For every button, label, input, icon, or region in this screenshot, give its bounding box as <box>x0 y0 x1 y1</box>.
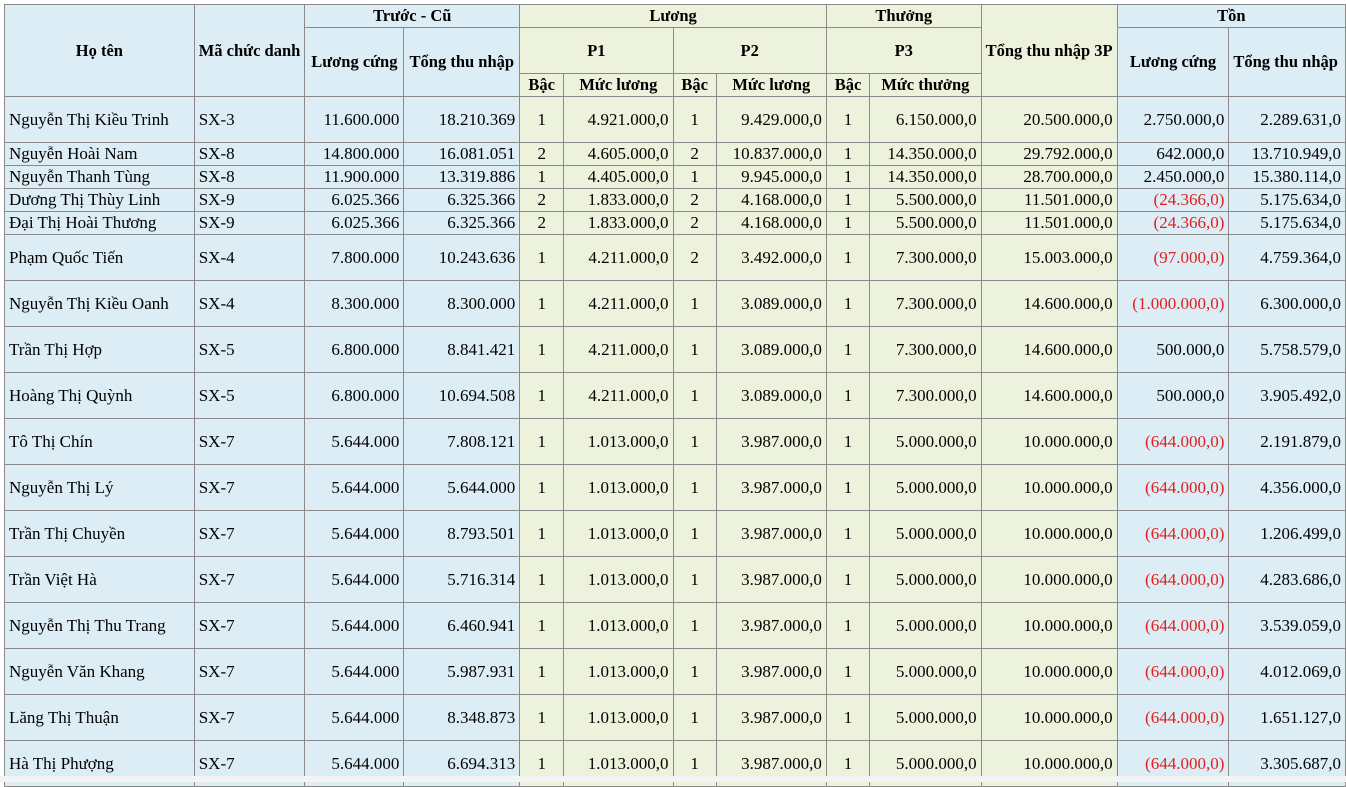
cell-p3-bac[interactable]: 1 <box>826 143 869 166</box>
cell-ma-chuc-danh[interactable]: SX-7 <box>194 603 305 649</box>
cell-ton-luong-cung[interactable]: 2.450.000,0 <box>1117 166 1229 189</box>
salary-table <box>4 4 1346 787</box>
cell-p2-bac[interactable]: 1 <box>673 97 716 143</box>
cell-p3-muc-thuong[interactable]: 7.300.000,0 <box>870 281 981 327</box>
cell-ton-luong-cung[interactable]: 500.000,0 <box>1117 327 1229 373</box>
cell-p2-bac[interactable]: 1 <box>673 741 716 787</box>
table-row <box>5 327 1346 373</box>
cell-p3-bac[interactable]: 1 <box>826 511 869 557</box>
cell-p1-muc-luong[interactable]: 1.833.000,0 <box>564 189 673 212</box>
cell-p3-muc-thuong[interactable]: 14.350.000,0 <box>870 143 981 166</box>
cell-ho-ten[interactable]: Nguyễn Thị Thu Trang <box>5 603 195 649</box>
header-tong-thu-nhap-3p[interactable]: Tổng thu nhập 3P <box>981 5 1117 97</box>
table-row <box>5 373 1346 419</box>
cell-p2-bac[interactable]: 1 <box>673 327 716 373</box>
cell-truoc-tong-thu-nhap[interactable]: 8.793.501 <box>404 511 520 557</box>
header-luong[interactable]: Lương <box>520 5 827 28</box>
table-row <box>5 511 1346 557</box>
cell-ton-tong-thu-nhap[interactable]: 3.539.059,0 <box>1229 603 1346 649</box>
cell-p2-muc-luong[interactable]: 3.987.000,0 <box>716 603 826 649</box>
cell-truoc-luong-cung[interactable]: 6.800.000 <box>305 327 404 373</box>
cell-p1-muc-luong[interactable]: 1.013.000,0 <box>564 511 673 557</box>
salary-table-body <box>5 97 1346 787</box>
cell-p3-muc-thuong[interactable]: 7.300.000,0 <box>870 373 981 419</box>
cell-p1-bac[interactable]: 2 <box>520 189 564 212</box>
cell-ton-tong-thu-nhap[interactable]: 4.759.364,0 <box>1229 235 1346 281</box>
cell-p3-muc-thuong[interactable]: 5.000.000,0 <box>870 649 981 695</box>
cell-truoc-tong-thu-nhap[interactable]: 5.644.000 <box>404 465 520 511</box>
header-p2-muc-luong[interactable]: Mức lương <box>716 74 826 97</box>
cell-p3-bac[interactable]: 1 <box>826 327 869 373</box>
cell-ma-chuc-danh[interactable]: SX-7 <box>194 695 305 741</box>
cell-truoc-tong-thu-nhap[interactable]: 6.694.313 <box>404 741 520 787</box>
cell-p3-bac[interactable]: 1 <box>826 603 869 649</box>
cell-p3-bac[interactable]: 1 <box>826 741 869 787</box>
cell-p3-muc-thuong[interactable]: 5.000.000,0 <box>870 557 981 603</box>
header-truoc-tong-thu-nhap[interactable]: Tổng thu nhập <box>404 28 520 97</box>
cell-truoc-luong-cung[interactable]: 5.644.000 <box>305 419 404 465</box>
cell-ton-tong-thu-nhap[interactable]: 5.175.634,0 <box>1229 189 1346 212</box>
cell-p2-muc-luong[interactable]: 3.987.000,0 <box>716 649 826 695</box>
cell-p1-bac[interactable]: 1 <box>520 166 564 189</box>
cell-p1-muc-luong[interactable]: 4.211.000,0 <box>564 373 673 419</box>
cell-ho-ten[interactable]: Hà Thị Phượng <box>5 741 195 787</box>
cell-truoc-luong-cung[interactable]: 5.644.000 <box>305 465 404 511</box>
cell-p1-bac[interactable]: 1 <box>520 465 564 511</box>
cell-ton-luong-cung[interactable]: (644.000,0) <box>1117 465 1229 511</box>
cell-p2-bac[interactable]: 2 <box>673 143 716 166</box>
cell-tong-thu-nhap-3p[interactable]: 28.700.000,0 <box>981 166 1117 189</box>
table-row <box>5 143 1346 166</box>
cell-ho-ten[interactable]: Nguyễn Văn Khang <box>5 649 195 695</box>
cell-p2-muc-luong[interactable]: 3.987.000,0 <box>716 695 826 741</box>
cell-p2-bac[interactable]: 1 <box>673 281 716 327</box>
cell-ma-chuc-danh[interactable]: SX-7 <box>194 511 305 557</box>
cell-p1-muc-luong[interactable]: 1.013.000,0 <box>564 741 673 787</box>
cell-p2-bac[interactable]: 1 <box>673 649 716 695</box>
header-p2[interactable]: P2 <box>673 28 826 74</box>
table-row <box>5 695 1346 741</box>
cell-p2-bac[interactable]: 2 <box>673 212 716 235</box>
cell-ton-luong-cung[interactable]: (24.366,0) <box>1117 189 1229 212</box>
cell-p1-bac[interactable]: 1 <box>520 373 564 419</box>
cell-p2-bac[interactable]: 1 <box>673 465 716 511</box>
header-ton-luong-cung[interactable]: Lương cứng <box>1117 28 1229 97</box>
cell-ma-chuc-danh[interactable]: SX-5 <box>194 373 305 419</box>
cell-ton-luong-cung[interactable]: (97.000,0) <box>1117 235 1229 281</box>
header-p1[interactable]: P1 <box>520 28 673 74</box>
cell-tong-thu-nhap-3p[interactable]: 14.600.000,0 <box>981 281 1117 327</box>
cell-p2-muc-luong[interactable]: 3.089.000,0 <box>716 373 826 419</box>
cell-tong-thu-nhap-3p[interactable]: 10.000.000,0 <box>981 603 1117 649</box>
cell-p1-muc-luong[interactable]: 1.013.000,0 <box>564 465 673 511</box>
cell-ton-luong-cung[interactable]: (1.000.000,0) <box>1117 281 1229 327</box>
cell-p1-muc-luong[interactable]: 4.211.000,0 <box>564 281 673 327</box>
cell-p2-bac[interactable]: 1 <box>673 603 716 649</box>
cell-p2-bac[interactable]: 1 <box>673 373 716 419</box>
cell-p3-bac[interactable]: 1 <box>826 281 869 327</box>
cell-p3-bac[interactable]: 1 <box>826 557 869 603</box>
cell-p3-muc-thuong[interactable]: 5.000.000,0 <box>870 741 981 787</box>
cell-p2-bac[interactable]: 1 <box>673 166 716 189</box>
cell-ma-chuc-danh[interactable]: SX-9 <box>194 189 305 212</box>
cell-ton-tong-thu-nhap[interactable]: 6.300.000,0 <box>1229 281 1346 327</box>
cell-ton-tong-thu-nhap[interactable]: 5.758.579,0 <box>1229 327 1346 373</box>
cell-ton-luong-cung[interactable]: (644.000,0) <box>1117 419 1229 465</box>
cell-truoc-tong-thu-nhap[interactable]: 10.243.636 <box>404 235 520 281</box>
cell-truoc-tong-thu-nhap[interactable]: 13.319.886 <box>404 166 520 189</box>
cell-p1-bac[interactable]: 1 <box>520 649 564 695</box>
cell-truoc-luong-cung[interactable]: 5.644.000 <box>305 741 404 787</box>
cell-ton-luong-cung[interactable]: (644.000,0) <box>1117 557 1229 603</box>
cell-p1-bac[interactable]: 1 <box>520 97 564 143</box>
cell-p3-muc-thuong[interactable]: 7.300.000,0 <box>870 327 981 373</box>
cell-p2-muc-luong[interactable]: 3.987.000,0 <box>716 511 826 557</box>
table-row <box>5 97 1346 143</box>
table-row <box>5 465 1346 511</box>
cell-truoc-luong-cung[interactable]: 8.300.000 <box>305 281 404 327</box>
cell-p2-muc-luong[interactable]: 4.168.000,0 <box>716 212 826 235</box>
cell-truoc-tong-thu-nhap[interactable]: 6.325.366 <box>404 189 520 212</box>
cell-p2-bac[interactable]: 2 <box>673 189 716 212</box>
cell-ma-chuc-danh[interactable]: SX-8 <box>194 143 305 166</box>
cell-truoc-tong-thu-nhap[interactable]: 16.081.051 <box>404 143 520 166</box>
cell-ma-chuc-danh[interactable]: SX-7 <box>194 557 305 603</box>
cell-ho-ten[interactable]: Trần Việt Hà <box>5 557 195 603</box>
cell-p1-muc-luong[interactable]: 1.013.000,0 <box>564 603 673 649</box>
cell-ho-ten[interactable]: Phạm Quốc Tiến <box>5 235 195 281</box>
cell-ho-ten[interactable]: Nguyễn Thanh Tùng <box>5 166 195 189</box>
cell-p1-bac[interactable]: 1 <box>520 557 564 603</box>
cell-ho-ten[interactable]: Lăng Thị Thuận <box>5 695 195 741</box>
cell-ton-tong-thu-nhap[interactable]: 15.380.114,0 <box>1229 166 1346 189</box>
cell-ma-chuc-danh[interactable]: SX-3 <box>194 97 305 143</box>
cell-ton-tong-thu-nhap[interactable]: 13.710.949,0 <box>1229 143 1346 166</box>
cell-truoc-tong-thu-nhap[interactable]: 10.694.508 <box>404 373 520 419</box>
cell-truoc-luong-cung[interactable]: 6.800.000 <box>305 373 404 419</box>
header-thuong[interactable]: Thưởng <box>826 5 981 28</box>
cell-ho-ten[interactable]: Tô Thị Chín <box>5 419 195 465</box>
cell-p1-bac[interactable]: 1 <box>520 603 564 649</box>
cell-truoc-luong-cung[interactable]: 5.644.000 <box>305 695 404 741</box>
cell-p3-bac[interactable]: 1 <box>826 166 869 189</box>
cell-ma-chuc-danh[interactable]: SX-7 <box>194 741 305 787</box>
cell-ma-chuc-danh[interactable]: SX-7 <box>194 649 305 695</box>
cell-tong-thu-nhap-3p[interactable]: 29.792.000,0 <box>981 143 1117 166</box>
cell-ma-chuc-danh[interactable]: SX-5 <box>194 327 305 373</box>
cell-p3-muc-thuong[interactable]: 5.000.000,0 <box>870 695 981 741</box>
cell-p3-muc-thuong[interactable]: 14.350.000,0 <box>870 166 981 189</box>
cell-tong-thu-nhap-3p[interactable]: 10.000.000,0 <box>981 695 1117 741</box>
cell-p1-bac[interactable]: 1 <box>520 281 564 327</box>
cell-tong-thu-nhap-3p[interactable]: 10.000.000,0 <box>981 557 1117 603</box>
header-ma-chuc-danh[interactable]: Mã chức danh <box>194 5 305 97</box>
table-row <box>5 212 1346 235</box>
cell-ton-luong-cung[interactable]: (644.000,0) <box>1117 649 1229 695</box>
cell-p3-bac[interactable]: 1 <box>826 212 869 235</box>
cell-p3-muc-thuong[interactable]: 7.300.000,0 <box>870 235 981 281</box>
cell-p2-bac[interactable]: 1 <box>673 419 716 465</box>
table-row <box>5 189 1346 212</box>
cell-p2-muc-luong[interactable]: 3.987.000,0 <box>716 557 826 603</box>
cell-tong-thu-nhap-3p[interactable]: 11.501.000,0 <box>981 212 1117 235</box>
cell-p1-bac[interactable]: 1 <box>520 511 564 557</box>
cell-ho-ten[interactable]: Nguyễn Thị Lý <box>5 465 195 511</box>
cell-p3-muc-thuong[interactable]: 6.150.000,0 <box>870 97 981 143</box>
cell-p2-muc-luong[interactable]: 9.945.000,0 <box>716 166 826 189</box>
cell-ton-luong-cung[interactable]: 2.750.000,0 <box>1117 97 1229 143</box>
cell-p3-bac[interactable]: 1 <box>826 235 869 281</box>
cell-p1-muc-luong[interactable]: 4.921.000,0 <box>564 97 673 143</box>
header-p3[interactable]: P3 <box>826 28 981 74</box>
cell-p1-muc-luong[interactable]: 4.405.000,0 <box>564 166 673 189</box>
cell-p3-bac[interactable]: 1 <box>826 373 869 419</box>
cell-ton-tong-thu-nhap[interactable]: 3.305.687,0 <box>1229 741 1346 787</box>
cell-truoc-tong-thu-nhap[interactable]: 8.841.421 <box>404 327 520 373</box>
table-row <box>5 419 1346 465</box>
cell-p2-muc-luong[interactable]: 3.089.000,0 <box>716 281 826 327</box>
cell-p2-bac[interactable]: 1 <box>673 695 716 741</box>
cell-p3-muc-thuong[interactable]: 5.000.000,0 <box>870 511 981 557</box>
header-p2-bac[interactable]: Bậc <box>673 74 716 97</box>
cell-p2-muc-luong[interactable]: 4.168.000,0 <box>716 189 826 212</box>
cell-p3-bac[interactable]: 1 <box>826 419 869 465</box>
cell-ton-luong-cung[interactable]: 642.000,0 <box>1117 143 1229 166</box>
cell-ma-chuc-danh[interactable]: SX-7 <box>194 419 305 465</box>
cell-p2-muc-luong[interactable]: 3.987.000,0 <box>716 465 826 511</box>
cell-ho-ten[interactable]: Trần Thị Hợp <box>5 327 195 373</box>
header-p1-bac[interactable]: Bậc <box>520 74 564 97</box>
cell-truoc-luong-cung[interactable]: 11.900.000 <box>305 166 404 189</box>
cell-p3-bac[interactable]: 1 <box>826 189 869 212</box>
cell-p3-bac[interactable]: 1 <box>826 695 869 741</box>
cell-p1-bac[interactable]: 2 <box>520 212 564 235</box>
cell-ma-chuc-danh[interactable]: SX-7 <box>194 465 305 511</box>
cell-tong-thu-nhap-3p[interactable]: 10.000.000,0 <box>981 511 1117 557</box>
header-p3-muc-thuong[interactable]: Mức thưởng <box>870 74 981 97</box>
table-row <box>5 603 1346 649</box>
cell-ho-ten[interactable]: Trần Thị Chuyền <box>5 511 195 557</box>
cell-p3-muc-thuong[interactable]: 5.000.000,0 <box>870 419 981 465</box>
cell-ton-tong-thu-nhap[interactable]: 2.191.879,0 <box>1229 419 1346 465</box>
cell-truoc-luong-cung[interactable]: 11.600.000 <box>305 97 404 143</box>
cell-tong-thu-nhap-3p[interactable]: 20.500.000,0 <box>981 97 1117 143</box>
cell-ton-tong-thu-nhap[interactable]: 2.289.631,0 <box>1229 97 1346 143</box>
cell-truoc-tong-thu-nhap[interactable]: 7.808.121 <box>404 419 520 465</box>
sheet-bottom-edge <box>0 776 1346 782</box>
cell-truoc-tong-thu-nhap[interactable]: 6.325.366 <box>404 212 520 235</box>
cell-tong-thu-nhap-3p[interactable]: 14.600.000,0 <box>981 327 1117 373</box>
cell-ton-luong-cung[interactable]: (24.366,0) <box>1117 212 1229 235</box>
cell-p3-muc-thuong[interactable]: 5.000.000,0 <box>870 465 981 511</box>
cell-truoc-tong-thu-nhap[interactable]: 8.348.873 <box>404 695 520 741</box>
cell-p1-bac[interactable]: 1 <box>520 741 564 787</box>
header-truoc-cu[interactable]: Trước - Cũ <box>305 5 520 28</box>
cell-p2-bac[interactable]: 1 <box>673 557 716 603</box>
cell-p3-muc-thuong[interactable]: 5.500.000,0 <box>870 212 981 235</box>
cell-ma-chuc-danh[interactable]: SX-4 <box>194 235 305 281</box>
cell-ton-luong-cung[interactable]: (644.000,0) <box>1117 695 1229 741</box>
cell-truoc-luong-cung[interactable]: 5.644.000 <box>305 603 404 649</box>
cell-p1-bac[interactable]: 1 <box>520 327 564 373</box>
cell-tong-thu-nhap-3p[interactable]: 10.000.000,0 <box>981 741 1117 787</box>
cell-ton-tong-thu-nhap[interactable]: 4.012.069,0 <box>1229 649 1346 695</box>
cell-p2-muc-luong[interactable]: 3.987.000,0 <box>716 741 826 787</box>
cell-truoc-tong-thu-nhap[interactable]: 18.210.369 <box>404 97 520 143</box>
table-row <box>5 281 1346 327</box>
cell-ton-luong-cung[interactable]: 500.000,0 <box>1117 373 1229 419</box>
cell-truoc-tong-thu-nhap[interactable]: 8.300.000 <box>404 281 520 327</box>
cell-truoc-tong-thu-nhap[interactable]: 5.716.314 <box>404 557 520 603</box>
cell-tong-thu-nhap-3p[interactable]: 10.000.000,0 <box>981 465 1117 511</box>
header-ho-ten[interactable]: Họ tên <box>5 5 195 97</box>
cell-p1-muc-luong[interactable]: 1.013.000,0 <box>564 649 673 695</box>
table-row <box>5 557 1346 603</box>
cell-tong-thu-nhap-3p[interactable]: 14.600.000,0 <box>981 373 1117 419</box>
cell-p1-muc-luong[interactable]: 4.211.000,0 <box>564 235 673 281</box>
cell-ho-ten[interactable]: Đại Thị Hoài Thương <box>5 212 195 235</box>
cell-p1-muc-luong[interactable]: 4.605.000,0 <box>564 143 673 166</box>
cell-p1-muc-luong[interactable]: 1.013.000,0 <box>564 557 673 603</box>
cell-ton-tong-thu-nhap[interactable]: 3.905.492,0 <box>1229 373 1346 419</box>
cell-ho-ten[interactable]: Hoàng Thị Quỳnh <box>5 373 195 419</box>
cell-truoc-luong-cung[interactable]: 14.800.000 <box>305 143 404 166</box>
table-row <box>5 235 1346 281</box>
cell-p2-muc-luong[interactable]: 3.492.000,0 <box>716 235 826 281</box>
cell-ton-luong-cung[interactable]: (644.000,0) <box>1117 603 1229 649</box>
cell-p2-muc-luong[interactable]: 10.837.000,0 <box>716 143 826 166</box>
cell-ma-chuc-danh[interactable]: SX-9 <box>194 212 305 235</box>
cell-ma-chuc-danh[interactable]: SX-4 <box>194 281 305 327</box>
cell-ho-ten[interactable]: Nguyễn Hoài Nam <box>5 143 195 166</box>
cell-p1-muc-luong[interactable]: 4.211.000,0 <box>564 327 673 373</box>
table-row <box>5 166 1346 189</box>
cell-ma-chuc-danh[interactable]: SX-8 <box>194 166 305 189</box>
cell-p1-muc-luong[interactable]: 1.013.000,0 <box>564 695 673 741</box>
cell-p2-muc-luong[interactable]: 3.987.000,0 <box>716 419 826 465</box>
cell-p1-bac[interactable]: 2 <box>520 143 564 166</box>
cell-p1-muc-luong[interactable]: 1.833.000,0 <box>564 212 673 235</box>
table-row <box>5 649 1346 695</box>
cell-p1-bac[interactable]: 1 <box>520 695 564 741</box>
cell-tong-thu-nhap-3p[interactable]: 10.000.000,0 <box>981 649 1117 695</box>
cell-truoc-luong-cung[interactable]: 7.800.000 <box>305 235 404 281</box>
cell-p2-bac[interactable]: 2 <box>673 235 716 281</box>
cell-truoc-tong-thu-nhap[interactable]: 6.460.941 <box>404 603 520 649</box>
cell-p1-muc-luong[interactable]: 1.013.000,0 <box>564 419 673 465</box>
cell-truoc-luong-cung[interactable]: 5.644.000 <box>305 649 404 695</box>
header-p3-bac[interactable]: Bậc <box>826 74 869 97</box>
cell-p2-muc-luong[interactable]: 9.429.000,0 <box>716 97 826 143</box>
cell-ton-tong-thu-nhap[interactable]: 4.356.000,0 <box>1229 465 1346 511</box>
cell-p1-bac[interactable]: 1 <box>520 419 564 465</box>
cell-truoc-luong-cung[interactable]: 6.025.366 <box>305 212 404 235</box>
cell-ho-ten[interactable]: Nguyễn Thị Kiều Oanh <box>5 281 195 327</box>
header-ton-tong-thu-nhap[interactable]: Tổng thu nhập <box>1229 28 1346 97</box>
cell-ton-tong-thu-nhap[interactable]: 4.283.686,0 <box>1229 557 1346 603</box>
cell-p3-muc-thuong[interactable]: 5.500.000,0 <box>870 189 981 212</box>
cell-ho-ten[interactable]: Nguyễn Thị Kiều Trinh <box>5 97 195 143</box>
cell-ton-tong-thu-nhap[interactable]: 1.206.499,0 <box>1229 511 1346 557</box>
cell-truoc-luong-cung[interactable]: 6.025.366 <box>305 189 404 212</box>
cell-tong-thu-nhap-3p[interactable]: 11.501.000,0 <box>981 189 1117 212</box>
cell-ho-ten[interactable]: Dương Thị Thùy Linh <box>5 189 195 212</box>
cell-p3-bac[interactable]: 1 <box>826 97 869 143</box>
cell-tong-thu-nhap-3p[interactable]: 15.003.000,0 <box>981 235 1117 281</box>
cell-tong-thu-nhap-3p[interactable]: 10.000.000,0 <box>981 419 1117 465</box>
header-truoc-luong-cung[interactable]: Lương cứng <box>305 28 404 97</box>
cell-ton-luong-cung[interactable]: (644.000,0) <box>1117 511 1229 557</box>
cell-ton-tong-thu-nhap[interactable]: 1.651.127,0 <box>1229 695 1346 741</box>
cell-ton-tong-thu-nhap[interactable]: 5.175.634,0 <box>1229 212 1346 235</box>
cell-ton-luong-cung[interactable]: (644.000,0) <box>1117 741 1229 787</box>
cell-p3-bac[interactable]: 1 <box>826 465 869 511</box>
cell-p2-muc-luong[interactable]: 3.089.000,0 <box>716 327 826 373</box>
cell-truoc-luong-cung[interactable]: 5.644.000 <box>305 557 404 603</box>
cell-truoc-tong-thu-nhap[interactable]: 5.987.931 <box>404 649 520 695</box>
cell-truoc-luong-cung[interactable]: 5.644.000 <box>305 511 404 557</box>
cell-p2-bac[interactable]: 1 <box>673 511 716 557</box>
cell-p3-bac[interactable]: 1 <box>826 649 869 695</box>
cell-p1-bac[interactable]: 1 <box>520 235 564 281</box>
cell-p3-muc-thuong[interactable]: 5.000.000,0 <box>870 603 981 649</box>
header-p1-muc-luong[interactable]: Mức lương <box>564 74 673 97</box>
header-ton[interactable]: Tồn <box>1117 5 1345 28</box>
